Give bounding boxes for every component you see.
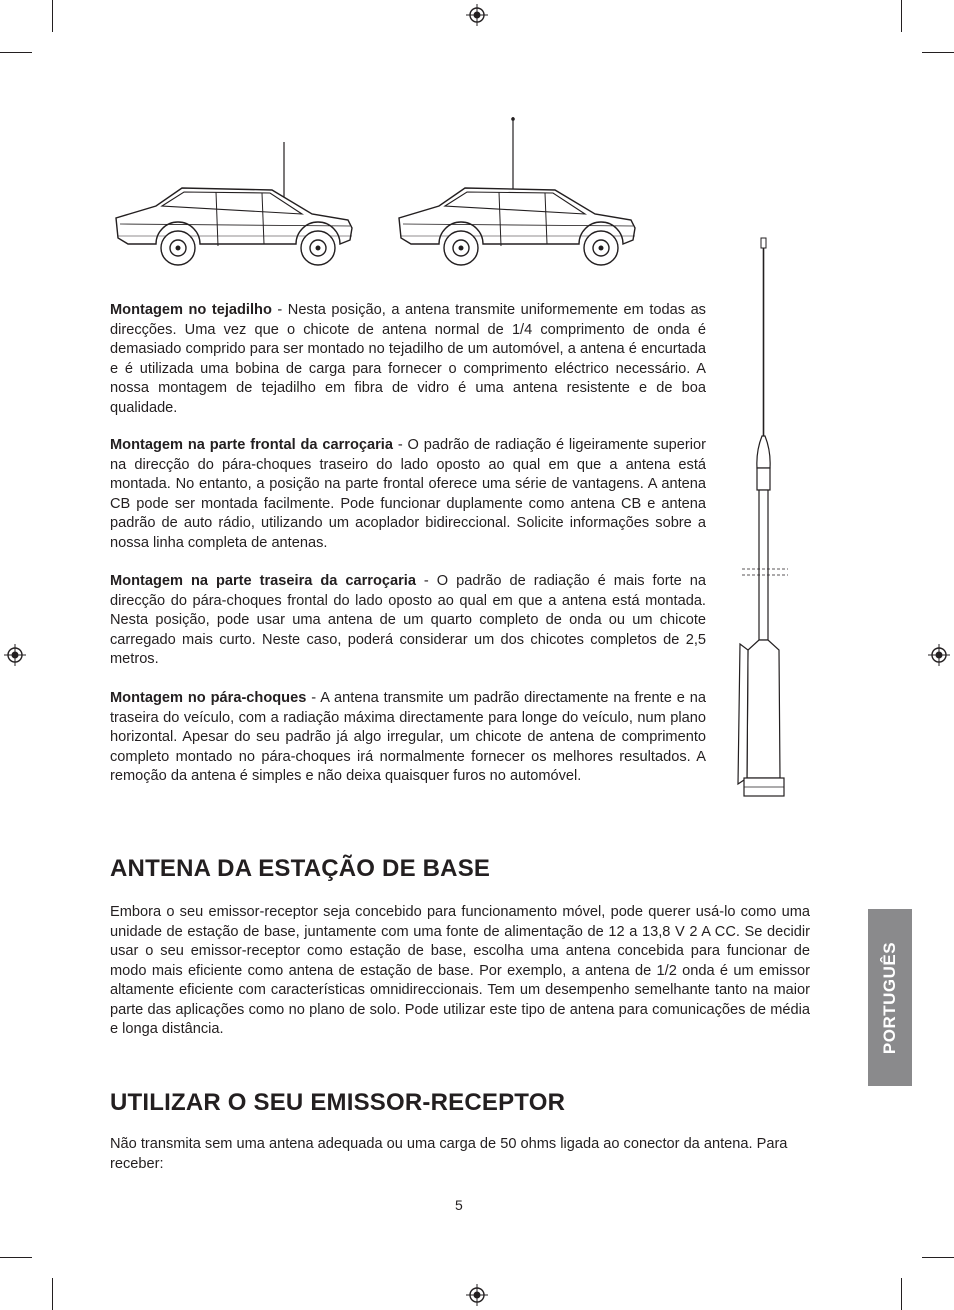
base-station-heading: ANTENA DA ESTAÇÃO DE BASE (110, 855, 491, 882)
bumper-mount-title: Montagem no pára-choques (110, 690, 307, 706)
registration-mark-icon (466, 1284, 488, 1306)
car-body-mount-illustration (395, 115, 640, 272)
page-number: 5 (455, 1197, 463, 1213)
roof-mount-paragraph (110, 301, 706, 418)
crop-mark (52, 0, 53, 32)
registration-mark-icon (466, 4, 488, 26)
language-tab-label: PORTUGUÊS (880, 941, 899, 1054)
crop-mark (52, 1278, 53, 1310)
crop-mark (0, 52, 32, 53)
front-mount-text: - O padrão de radiação é ligeiramente superior na direcção do pára-choques traseiro do lado oposto ao qual em que a antena está montada. No entanto, a posição na parte frontal oferece uma série de vantagens. A antena CB pode ser montada facilmente. Pode funcionar duplamente como antena CB e antena padrão de auto rádio, utilizando um acoplador bidireccional. Solicite informações sobre a nossa linha completa de antenas. (110, 437, 706, 551)
front-mount-title: Montagem na parte frontal da carroçaria (110, 437, 393, 453)
bumper-mount-text: - A antena transmite um padrão directamente na frente e na traseira do veículo, com a radiação máxima directamente para longe do veículo, num plano horizontal. Apesar do seu padrão já algo irregular, um chicote de antena de comprimento completo montado no pára-choques irá normalmente fornecer os melhores resultados. A remoção da antena é simples e não deixa quaisquer furos no automóvel. (110, 690, 706, 784)
registration-mark-icon (4, 644, 26, 666)
registration-mark-icon (928, 644, 950, 666)
rear-mount-text: - O padrão de radiação é mais forte na direcção do pára-choques frontal do lado oposto ao qual em que a antena está montada. Nesta posição, pode usar uma antena de um quarto completo de onda ou um chicote carregado mais curto. Neste caso, poderá considerar um dos chicotes completos de 2,5 metros. (110, 573, 706, 667)
crop-mark (922, 52, 954, 53)
roof-mount-text: - Nesta posição, a antena transmite uniformemente em todas as direcções. Uma vez que o chicote de antena normal de 1/4 comprimento de onda é demasiado comprido para ser montado no tejadilho de um automóvel, a antena é encurtada e é utilizada uma bobina de carga para fornecer o comprimento eléctrico necessário. A nossa montagem de tejadilho em fibra de vidro é uma antena resistente e de boa qualidade. (110, 302, 706, 416)
language-tab (868, 909, 912, 1086)
bumper-mount-paragraph (110, 689, 706, 787)
roof-mount-title: Montagem no tejadilho (110, 302, 272, 318)
crop-mark (0, 1257, 32, 1258)
crop-mark (901, 0, 902, 32)
rear-mount-title: Montagem na parte traseira da carroçaria (110, 573, 416, 589)
antenna-illustration (728, 236, 798, 802)
using-heading: UTILIZAR O SEU EMISSOR-RECEPTOR (110, 1089, 566, 1116)
base-station-paragraph: Embora o seu emissor-receptor seja concebido para funcionamento móvel, pode querer usá-lo como uma unidade de estação de base, juntamente com uma fonte de alimentação de 12 a 13,8 V 2 A CC. Se decidir usar o seu emissor-receptor como estação de base, escolha uma antena concebida para funcionar de modo mais eficiente como antena de estação de base. Por exemplo, a antena de 1/2 onda é um emissor altamente eficiente com características omnidireccionais. Tem um desempenho semelhante tanto na maior parte das aplicações como no plano de solo. Pode utilizar este tipo de antena para comunicações de média e longa distância. (110, 904, 810, 1037)
rear-mount-paragraph (110, 572, 706, 670)
using-paragraph: Não transmita sem uma antena adequada ou uma carga de 50 ohms ligada ao conector da antena. Para receber: (110, 1136, 788, 1172)
crop-mark (922, 1257, 954, 1258)
crop-mark (901, 1278, 902, 1310)
car-roof-mount-illustration (112, 140, 357, 272)
front-mount-paragraph (110, 436, 706, 553)
